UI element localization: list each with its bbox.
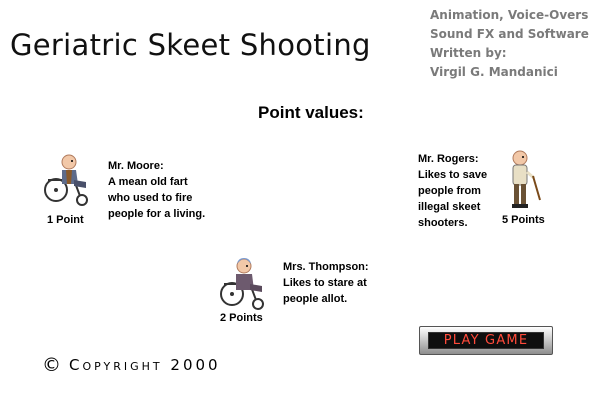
old-man-cane-icon xyxy=(500,148,550,212)
thompson-points: 2 Points xyxy=(220,312,263,324)
old-woman-wheelchair-icon xyxy=(216,254,276,314)
description-line: shooters. xyxy=(418,217,468,229)
credits-block xyxy=(430,6,589,82)
play-game-button-face[interactable] xyxy=(428,332,544,349)
credits-line: Animation, Voice-Overs xyxy=(430,8,589,22)
copyright-text: Copyright 2000 xyxy=(69,356,221,374)
description-line: who used to fire xyxy=(108,192,193,204)
rogers-description xyxy=(418,151,487,231)
copyright-symbol: © xyxy=(42,354,61,376)
description-line: Likes to stare at xyxy=(283,277,367,289)
point-values-heading: Point values: xyxy=(258,103,364,122)
description-line: illegal skeet xyxy=(418,201,481,213)
description-line: people from xyxy=(418,185,481,197)
game-title: Geriatric Skeet Shooting xyxy=(10,28,371,62)
character-name: Mrs. Thompson: xyxy=(283,261,369,273)
credits-line: Virgil G. Mandanici xyxy=(430,65,558,79)
credits-line: Sound FX and Software xyxy=(430,27,589,41)
moore-points: 1 Point xyxy=(47,214,84,226)
play-game-button[interactable] xyxy=(419,326,553,355)
description-line: Likes to save xyxy=(418,169,488,181)
old-man-wheelchair-icon xyxy=(40,150,100,210)
play-game-label: PLAY GAME xyxy=(443,333,529,348)
moore-description xyxy=(108,158,205,222)
credits-line: Written by: xyxy=(430,46,507,60)
description-line: people for a living. xyxy=(108,208,206,220)
copyright-notice xyxy=(42,354,221,376)
description-line: people allot. xyxy=(283,293,348,305)
description-line: A mean old fart xyxy=(108,176,188,188)
rogers-points: 5 Points xyxy=(502,214,545,226)
thompson-description xyxy=(283,259,369,307)
character-name: Mr. Moore: xyxy=(108,160,164,172)
character-name: Mr. Rogers: xyxy=(418,153,479,165)
